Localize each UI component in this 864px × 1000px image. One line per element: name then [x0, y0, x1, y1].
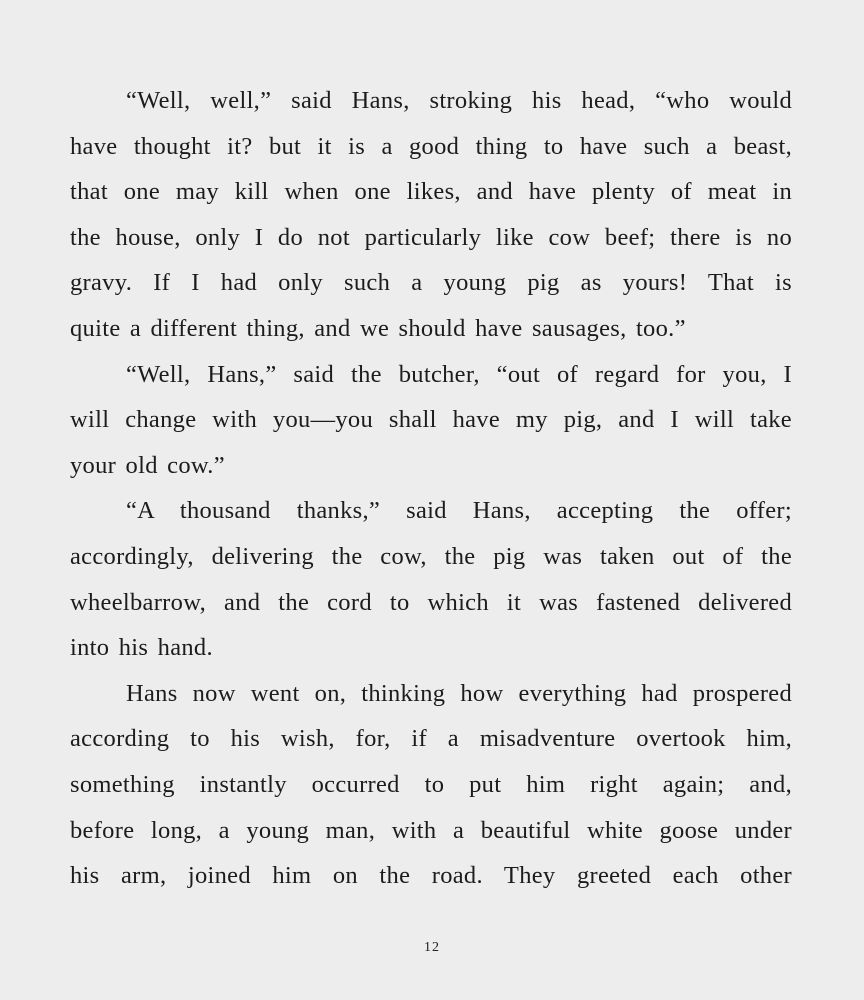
text-line: his arm, joined him on the road. They greeted each other — [70, 862, 792, 890]
paragraph — [70, 352, 792, 489]
text-line: have thought it? but it is a good thing to have such a beast, — [70, 132, 792, 160]
body-text — [70, 78, 792, 899]
text-line: your old cow.” — [70, 451, 225, 479]
text-line: “A thousand thanks,” said Hans, accepting the offer; — [126, 497, 792, 525]
text-line: gravy. If I had only such a young pig as yours! That is — [70, 269, 792, 297]
page-number: 12 — [424, 940, 440, 955]
text-line: before long, a young man, with a beautiful white goose under — [70, 816, 792, 844]
text-line: “Well, Hans,” said the butcher, “out of regard for you, I — [126, 360, 792, 388]
text-line: into his hand. — [70, 634, 213, 662]
paragraph — [70, 78, 792, 352]
text-line: Hans now went on, thinking how everything had prospered — [126, 679, 792, 707]
text-line: according to his wish, for, if a misadventure overtook him, — [70, 725, 792, 753]
paragraph — [70, 488, 792, 670]
text-line: that one may kill when one likes, and have plenty of meat in — [70, 178, 792, 206]
text-line: the house, only I do not particularly like cow beef; there is no — [70, 223, 792, 251]
text-line: quite a different thing, and we should have sausages, too.” — [70, 314, 686, 342]
text-line: “Well, well,” said Hans, stroking his head, “who would — [126, 87, 792, 114]
text-line: something instantly occurred to put him right again; and, — [70, 770, 792, 798]
text-line: accordingly, delivering the cow, the pig was taken out of the — [70, 542, 792, 570]
paragraph — [70, 671, 792, 899]
text-line: will change with you—you shall have my pig, and I will take — [70, 406, 792, 434]
text-line: wheelbarrow, and the cord to which it was fastened delivered — [70, 588, 792, 616]
